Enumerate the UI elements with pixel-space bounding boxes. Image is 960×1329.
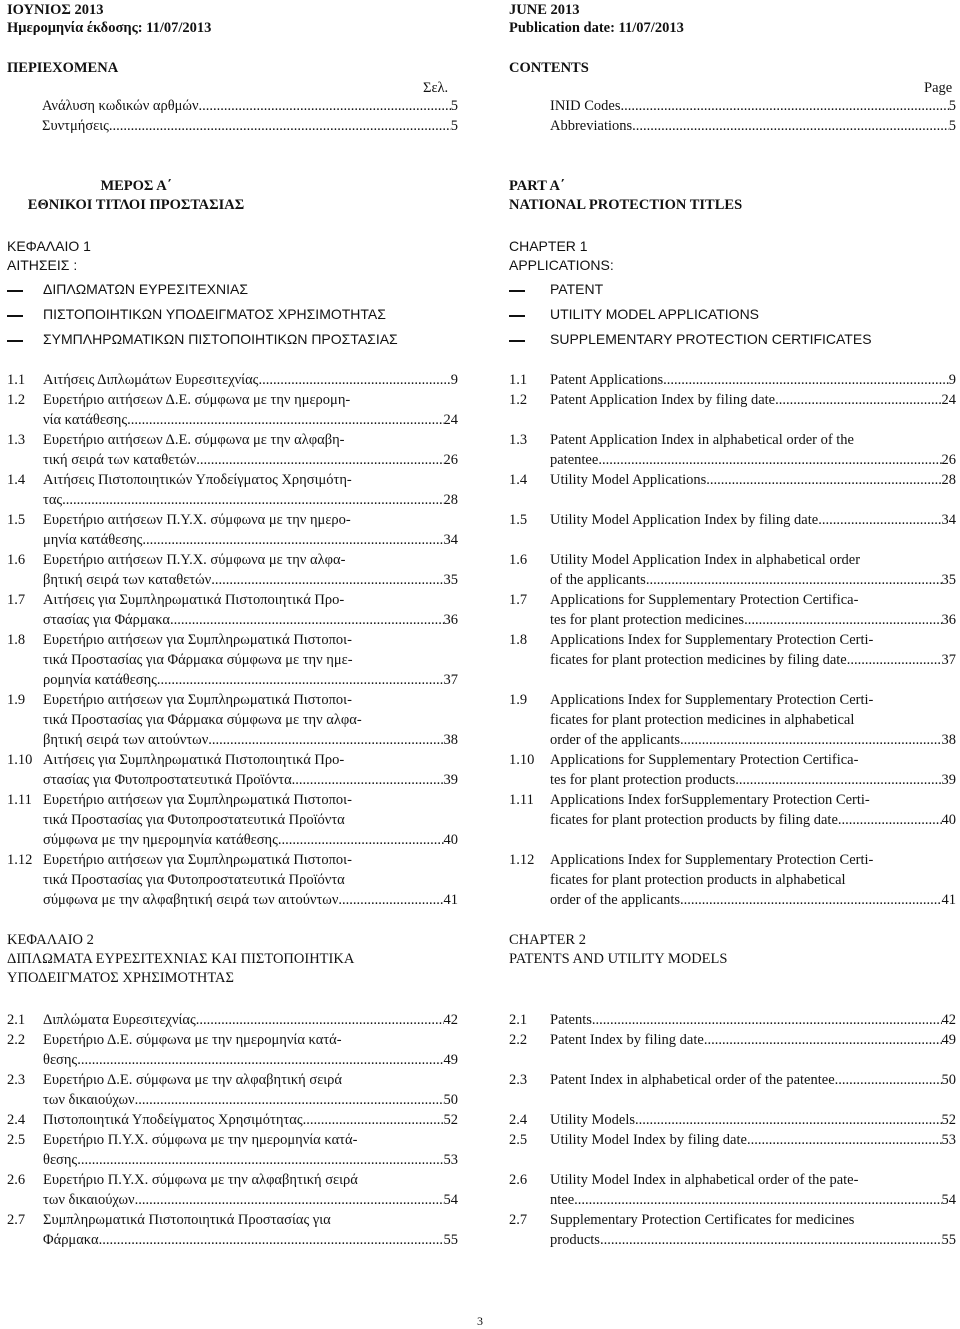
dot-leader xyxy=(706,472,941,492)
toc-entry-number: 1.5 xyxy=(7,512,26,528)
toc-entry-text: of the applicants xyxy=(550,572,646,588)
toc-entry-text: Ευρετήριο Π.Υ.Χ. σύμφωνα με την ημερομηνία κατά- xyxy=(43,1132,358,1148)
toc-entry-text: θεσης xyxy=(43,1152,78,1168)
toc-entry-text: Αιτήσεις για Συμπληρωματικά Πιστοποιητικά Προ- xyxy=(43,752,345,768)
chapter2-line1-en: PATENTS AND UTILITY MODELS xyxy=(509,951,728,967)
toc-entry-number: 1.3 xyxy=(7,432,26,448)
toc-entry-number: 2.3 xyxy=(509,1072,528,1088)
toc-entry-page: 28 xyxy=(443,492,458,508)
toc-entry-text: Patent Index in alphabetical order of the patentee xyxy=(550,1072,835,1088)
toc-entry-text: patentee xyxy=(550,452,599,468)
toc-entry-page: 37 xyxy=(443,672,458,688)
toc-entry-text: Συμπληρωματικά Πιστοποιητικά Προστασίας για xyxy=(43,1212,331,1228)
toc-entry-page: 34 xyxy=(941,512,956,528)
dot-leader xyxy=(208,732,443,752)
dot-leader xyxy=(592,1012,942,1032)
toc-entry-number: 1.5 xyxy=(509,512,528,528)
dot-leader xyxy=(663,372,949,392)
dot-leader xyxy=(735,772,941,792)
toc-entry-text: Applications Index forSupplementary Protection Certi- xyxy=(550,792,870,808)
contents-page-label-en: Page xyxy=(924,80,953,96)
toc-entry-page: 38 xyxy=(443,732,458,748)
chapter2-line1-gr: ΔΙΠΛΩΜΑΤΑ ΕΥΡΕΣΙΤΕΧΝΙΑΣ ΚΑΙ ΠΙΣΤΟΠΟΙΗΤΙΚΑ xyxy=(7,951,355,967)
toc-entry-text: νία κατάθεσης xyxy=(43,412,128,428)
toc-entry-text: ntee xyxy=(550,1192,575,1208)
toc-entry-page: 52 xyxy=(443,1112,458,1128)
toc-entry-text: Ευρετήριο αιτήσεων Π.Υ.Χ. σύμφωνα με την ημερο- xyxy=(43,512,351,528)
toc-entry-page: 50 xyxy=(941,1072,956,1088)
toc-entry-text: σύμφωνα με την αλφαβητική σειρά των αιτούντων xyxy=(43,892,339,908)
toc-entry-number: 1.12 xyxy=(7,852,33,868)
toc-entry-number: 1.3 xyxy=(509,432,528,448)
toc-entry-number: 2.4 xyxy=(7,1112,26,1128)
dash-icon xyxy=(7,340,23,342)
toc-entry-text: στασίας για Φυτοπροστατευτικά Προϊόντα xyxy=(43,772,292,788)
bullet-item-en: SUPPLEMENTARY PROTECTION CERTIFICATES xyxy=(509,331,949,351)
toc-entry-page: 38 xyxy=(941,732,956,748)
dot-leader xyxy=(142,532,443,552)
toc-entry-text: ficates for plant protection medicines in alphabetical xyxy=(550,712,855,728)
toc-entry-number: 1.4 xyxy=(7,472,26,488)
toc-entry-number: 1.10 xyxy=(509,752,535,768)
chapter2-title-gr: ΚΕΦΑΛΑΙΟ 2 xyxy=(7,932,94,948)
toc-entry-text: Utility Model Index in alphabetical order of the pate- xyxy=(550,1172,859,1188)
toc-entry-text: Ευρετήριο αιτήσεων Π.Υ.Χ. σύμφωνα με την αλφα- xyxy=(43,552,346,568)
dot-leader xyxy=(278,832,444,852)
contents-item-gr[interactable]: Ανάλυση κωδικών αρθμών ..... 5 xyxy=(42,98,458,115)
toc-entry-page: 54 xyxy=(941,1192,956,1208)
toc-entry-page: 41 xyxy=(941,892,956,908)
chapter1-title-gr: ΚΕΦΑΛΑΙΟ 1 xyxy=(7,238,91,254)
dot-leader xyxy=(157,672,444,692)
dot-leader xyxy=(127,412,443,432)
chapter1-subtitle-gr: ΑΙΤΗΣΕΙΣ : xyxy=(7,257,78,273)
dot-leader xyxy=(574,1192,941,1212)
toc-entry-number: 1.9 xyxy=(509,692,528,708)
toc-entry-number: 1.1 xyxy=(7,372,26,388)
dot-leader xyxy=(680,732,941,752)
dot-leader xyxy=(258,372,450,392)
toc-entry-number: 1.7 xyxy=(509,592,528,608)
toc-entry-page: 26 xyxy=(443,452,458,468)
toc-entry-text: Patent Index by filing date xyxy=(550,1032,704,1048)
toc-entry-page: 39 xyxy=(941,772,956,788)
toc-entry-text: Supplementary Protection Certificates for medicines xyxy=(550,1212,855,1228)
dot-leader xyxy=(135,1092,444,1112)
toc-entry-text: Ευρετήριο αιτήσεων Δ.Ε. σύμφωνα με την αλφαβη- xyxy=(43,432,345,448)
dot-leader xyxy=(818,512,941,532)
toc-entry-number: 1.12 xyxy=(509,852,535,868)
header-date-gr: Ημερομηνία έκδοσης: 11/07/2013 xyxy=(7,20,212,36)
toc-entry-number: 1.6 xyxy=(7,552,26,568)
toc-entry-text: Αιτήσεις Διπλωμάτων Ευρεσιτεχνίας xyxy=(43,372,259,388)
dash-icon xyxy=(509,340,525,342)
toc-entry-text: Utility Model Applications xyxy=(550,472,707,488)
toc-entry-text: Patents xyxy=(550,1012,592,1028)
bullet-item-gr: ΠΙΣΤΟΠΟΙΗΤΙΚΩΝ ΥΠΟΔΕΙΓΜΑΤΟΣ ΧΡΗΣΙΜΟΤΗΤΑΣ xyxy=(7,306,467,326)
dash-icon xyxy=(7,315,23,317)
dot-leader xyxy=(646,572,942,592)
toc-entry-number: 1.2 xyxy=(509,392,528,408)
toc-entry-text: στασίας για Φάρμακα xyxy=(43,612,171,628)
toc-entry-text: Ευρετήριο Δ.Ε. σύμφωνα με την ημερομηνία κατά- xyxy=(43,1032,342,1048)
toc-entry-page: 28 xyxy=(941,472,956,488)
toc-entry-text: τική σειρά των καταθετών xyxy=(43,452,197,468)
toc-entry-text: Utility Model Application Index by filing date xyxy=(550,512,819,528)
toc-entry-text: Utility Model Application Index in alphabetical order xyxy=(550,552,861,568)
toc-entry-number: 1.8 xyxy=(7,632,26,648)
chapter2-title-en: CHAPTER 2 xyxy=(509,932,586,948)
toc-entry-number: 2.6 xyxy=(509,1172,528,1188)
header-month-en: JUNE 2013 xyxy=(509,2,580,18)
toc-entry-number: 2.5 xyxy=(509,1132,528,1148)
dot-leader xyxy=(598,452,941,472)
toc-entry-number: 2.1 xyxy=(509,1012,528,1028)
bullet-item-gr: ΣΥΜΠΛΗΡΩΜΑΤΙΚΩΝ ΠΙΣΤΟΠΟΙΗΤΙΚΩΝ ΠΡΟΣΤΑΣΙΑΣ xyxy=(7,331,467,351)
toc-entry-text: τικά Προστασίας για Φάρμακα σύμφωνα με την αλφα- xyxy=(43,712,362,728)
toc-entry-text: των δικαιούχων xyxy=(43,1192,135,1208)
toc-entry-page: 54 xyxy=(443,1192,458,1208)
dot-leader xyxy=(835,1072,942,1092)
toc-entry-text: Αιτήσεις για Συμπληρωματικά Πιστοποιητικά Προ- xyxy=(43,592,345,608)
bullet-item-gr: ΔΙΠΛΩΜΑΤΩΝ ΕΥΡΕΣΙΤΕΧΝΙΑΣ xyxy=(7,281,467,301)
toc-entry-page: 49 xyxy=(443,1052,458,1068)
toc-entry-text: Ευρετήριο αιτήσεων για Συμπληρωματικά Πιστοποι- xyxy=(43,692,352,708)
toc-entry-number: 2.7 xyxy=(7,1212,26,1228)
toc-entry-text: Διπλώματα Ευρεσιτεχνίας xyxy=(43,1012,196,1028)
part-title-en: PART A΄ xyxy=(509,178,565,194)
dot-leader xyxy=(838,812,942,832)
toc-entry-page: 24 xyxy=(941,392,956,408)
toc-entry-number: 1.1 xyxy=(509,372,528,388)
part-subtitle-en: NATIONAL PROTECTION TITLES xyxy=(509,197,743,213)
part-subtitle-gr: ΕΘΝΙΚΟΙ ΤΙΤΛΟΙ ΠΡΟΣΤΑΣΙΑΣ xyxy=(27,197,245,213)
toc-entry-page: 26 xyxy=(941,452,956,468)
chapter2-line2-gr: ΥΠΟΔΕΙΓΜΑΤΟΣ ΧΡΗΣΙΜΟΤΗΤΑΣ xyxy=(7,970,234,986)
contents-item-en[interactable]: Abbreviations ..... 5 xyxy=(550,118,956,135)
dot-leader xyxy=(635,1112,942,1132)
toc-entry-number: 1.8 xyxy=(509,632,528,648)
toc-entry-page: 37 xyxy=(941,652,956,668)
toc-entry-page: 42 xyxy=(941,1012,956,1028)
dot-leader xyxy=(292,772,444,792)
toc-entry-text: ficates for plant protection products by filing date xyxy=(550,812,838,828)
dot-leader xyxy=(77,1052,443,1072)
toc-entry-text: order of the applicants xyxy=(550,892,681,908)
bullet-item-en: PATENT xyxy=(509,281,949,301)
toc-entry-text: Ευρετήριο Π.Υ.Χ. σύμφωνα με την αλφαβητική σειρά xyxy=(43,1172,358,1188)
dot-leader xyxy=(600,1232,942,1252)
toc-entry-text: order of the applicants xyxy=(550,732,681,748)
toc-entry-number: 2.6 xyxy=(7,1172,26,1188)
toc-entry-text: Utility Models xyxy=(550,1112,635,1128)
toc-entry-text: μηνία κατάθεσης xyxy=(43,532,143,548)
toc-entry-number: 2.4 xyxy=(509,1112,528,1128)
dot-leader xyxy=(303,1112,444,1132)
toc-entry-text: Applications Index for Supplementary Protection Certi- xyxy=(550,692,874,708)
dash-icon xyxy=(7,290,23,292)
toc-entry-page: 42 xyxy=(443,1012,458,1028)
toc-entry-number: 1.11 xyxy=(509,792,534,808)
toc-entry-text: βητική σειρά των καταθετών xyxy=(43,572,212,588)
toc-entry-page: 53 xyxy=(941,1132,956,1148)
toc-entry-text: Ευρετήριο Δ.Ε. σύμφωνα με την αλφαβητική σειρά xyxy=(43,1072,343,1088)
toc-entry-page: 55 xyxy=(443,1232,458,1248)
toc-entry-page: 35 xyxy=(941,572,956,588)
dot-leader xyxy=(135,1192,444,1212)
toc-entry-page: 36 xyxy=(941,612,956,628)
dot-leader xyxy=(196,1012,444,1032)
toc-entry-text: Applications for Supplementary Protection Certifica- xyxy=(550,592,859,608)
toc-entry-text: τικά Προστασίας για Φυτοπροστατευτικά Προϊόντα xyxy=(43,872,345,888)
toc-entry-page: 50 xyxy=(443,1092,458,1108)
toc-entry-text: products xyxy=(550,1232,600,1248)
toc-entry-number: 2.2 xyxy=(509,1032,528,1048)
toc-entry-number: 2.7 xyxy=(509,1212,528,1228)
toc-entry-page: 55 xyxy=(941,1232,956,1248)
chapter1-title-en: CHAPTER 1 xyxy=(509,238,588,254)
contents-title-en: CONTENTS xyxy=(509,60,589,76)
toc-entry-page: 9 xyxy=(450,372,458,388)
toc-entry-page: 35 xyxy=(443,572,458,588)
toc-entry-page: 39 xyxy=(443,772,458,788)
toc-entry-text: Αιτήσεις Πιστοποιητικών Υποδείγματος Χρησιμότη- xyxy=(43,472,352,488)
toc-entry-page: 9 xyxy=(948,372,956,388)
part-title-gr: ΜΕΡΟΣ Α΄ xyxy=(100,178,172,194)
toc-entry-text: Patent Application Index in alphabetical order of the xyxy=(550,432,854,448)
toc-entry-text: τικά Προστασίας για Φάρμακα σύμφωνα με την ημε- xyxy=(43,652,353,668)
bullet-item-en: UTILITY MODEL APPLICATIONS xyxy=(509,306,949,326)
toc-entry-text: Πιστοποιητικά Υποδείγματος Χρησιμότητας xyxy=(43,1112,303,1128)
toc-entry-number: 1.2 xyxy=(7,392,26,408)
toc-entry-number: 1.6 xyxy=(509,552,528,568)
dot-leader xyxy=(170,612,443,632)
toc-entry-text: Φάρμακα xyxy=(43,1232,99,1248)
dot-leader xyxy=(680,892,941,912)
contents-item-gr[interactable]: Συντμήσεις ..... 5 xyxy=(42,118,458,135)
toc-entry-text: Patent Application Index by filing date xyxy=(550,392,776,408)
page-number: 3 xyxy=(477,1314,483,1328)
header-month-gr: ΙΟΥΝΙΟΣ 2013 xyxy=(7,2,104,18)
toc-entry-page: 40 xyxy=(443,832,458,848)
toc-entry-text: Ευρετήριο αιτήσεων για Συμπληρωματικά Πιστοποι- xyxy=(43,852,352,868)
toc-entry-text: Utility Model Index by filing date xyxy=(550,1132,747,1148)
dot-leader xyxy=(847,652,942,672)
toc-entry-page: 52 xyxy=(941,1112,956,1128)
toc-entry-text: Applications for Supplementary Protection Certifica- xyxy=(550,752,859,768)
toc-entry-page: 40 xyxy=(941,812,956,828)
toc-entry-text: των δικαιούχων xyxy=(43,1092,135,1108)
toc-entry-text: Ευρετήριο αιτήσεων για Συμπληρωματικά Πιστοποι- xyxy=(43,792,352,808)
toc-entry-text: tes for plant protection products xyxy=(550,772,736,788)
toc-entry-number: 1.9 xyxy=(7,692,26,708)
contents-item-en[interactable]: INID Codes ..... 5 xyxy=(550,98,956,115)
toc-entry-text: Patent Applications xyxy=(550,372,664,388)
toc-entry-number: 1.10 xyxy=(7,752,33,768)
toc-entry-page: 24 xyxy=(443,412,458,428)
toc-entry-page: 36 xyxy=(443,612,458,628)
toc-entry-text: ficates for plant protection medicines by filing date xyxy=(550,652,847,668)
toc-entry-number: 1.11 xyxy=(7,792,32,808)
toc-entry-number: 1.4 xyxy=(509,472,528,488)
toc-entry-text: tes for plant protection medicines xyxy=(550,612,745,628)
dot-leader xyxy=(211,572,443,592)
toc-entry-page: 34 xyxy=(443,532,458,548)
header-date-en: Publication date: 11/07/2013 xyxy=(509,20,684,36)
dot-leader xyxy=(62,492,443,512)
toc-entry-text: Ευρετήριο αιτήσεων για Συμπληρωματικά Πιστοποι- xyxy=(43,632,352,648)
dot-leader xyxy=(744,612,941,632)
dash-icon xyxy=(509,290,525,292)
toc-entry-page: 41 xyxy=(443,892,458,908)
dot-leader xyxy=(747,1132,942,1152)
dot-leader xyxy=(99,1232,444,1252)
toc-entry-page: 53 xyxy=(443,1152,458,1168)
contents-title-gr: ΠΕΡΙΕΧΟΜΕΝΑ xyxy=(7,60,119,76)
toc-entry-number: 2.3 xyxy=(7,1072,26,1088)
chapter1-subtitle-en: APPLICATIONS: xyxy=(509,257,614,273)
dot-leader xyxy=(704,1032,942,1052)
toc-entry-page: 49 xyxy=(941,1032,956,1048)
toc-entry-text: θεσης xyxy=(43,1052,78,1068)
toc-entry-text: Ευρετήριο αιτήσεων Δ.Ε. σύμφωνα με την ημερομη- xyxy=(43,392,351,408)
toc-entry-text: σύμφωνα με την ημερομηνία κατάθεσης xyxy=(43,832,278,848)
contents-page-label-gr: Σελ. xyxy=(423,80,449,96)
toc-entry-text: Applications Index for Supplementary Protection Certi- xyxy=(550,632,874,648)
toc-entry-number: 2.1 xyxy=(7,1012,26,1028)
toc-entry-text: Applications Index for Supplementary Protection Certi- xyxy=(550,852,874,868)
dash-icon xyxy=(509,315,525,317)
toc-entry-text: τας xyxy=(43,492,63,508)
toc-entry-text: ficates for plant protection products in alphabetical xyxy=(550,872,846,888)
toc-entry-number: 2.2 xyxy=(7,1032,26,1048)
toc-entry-number: 2.5 xyxy=(7,1132,26,1148)
dot-leader xyxy=(196,452,443,472)
toc-entry-number: 1.7 xyxy=(7,592,26,608)
toc-entry-text: τικά Προστασίας για Φυτοπροστατευτικά Προϊόντα xyxy=(43,812,345,828)
dot-leader xyxy=(338,892,443,912)
toc-entry-text: ρομηνία κατάθεσης xyxy=(43,672,157,688)
dot-leader xyxy=(77,1152,443,1172)
toc-entry-text: βητική σειρά των αιτούντων xyxy=(43,732,209,748)
dot-leader xyxy=(775,392,941,412)
